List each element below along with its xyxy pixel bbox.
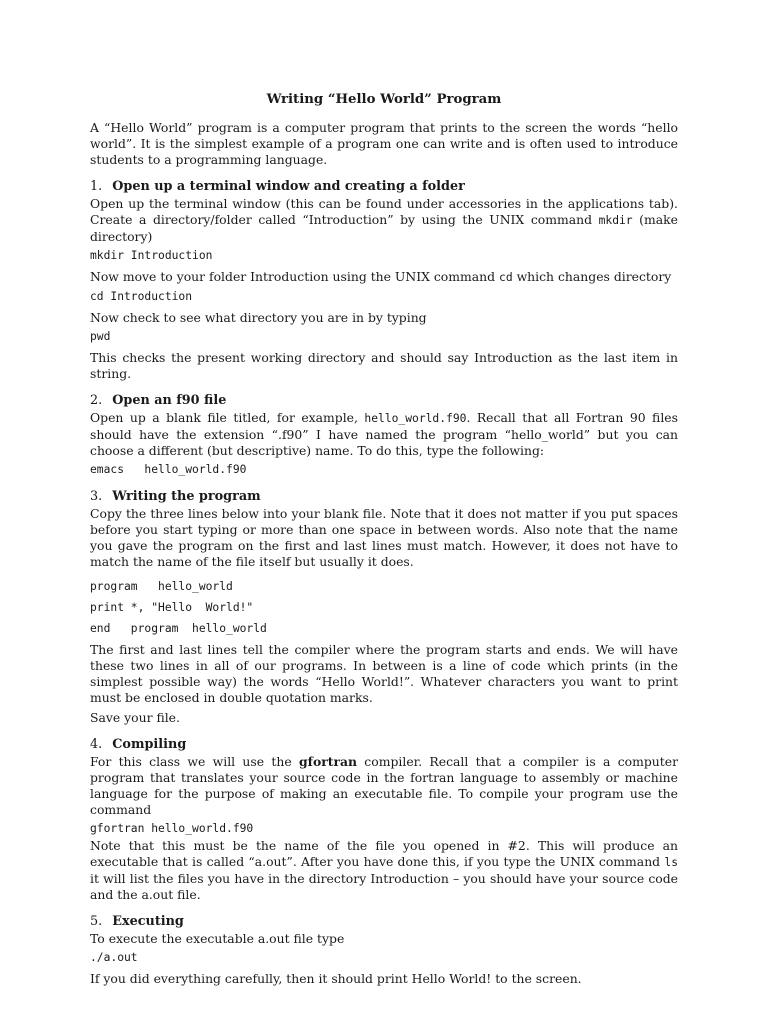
section-number: 3. [90,489,103,504]
section-number: 4. [90,737,103,752]
text-run: Now move to your folder Introduction using the UNIX command [90,269,500,284]
inline-code: mkdir [598,214,633,227]
code-line: ./a.out [90,951,138,964]
text-run: Note that this must be the name of the file you opened in #2. This will produce an executable that is called “a.out”. After you have done this, if you type the UNIX command [90,838,678,869]
code-line: cd Introduction [90,290,193,303]
section-title: Executing [112,914,184,929]
text-run: which changes directory [512,269,672,284]
code-line: pwd [90,330,111,343]
text-run: Open up the terminal window (this can be found under accessories in the applications tab). Create a directory/folder called “Introduction” by using the UNIX command [90,196,678,227]
section-1-paragraph-3: Now check to see what directory you are in by typing [90,310,427,325]
code-line: mkdir Introduction [90,249,213,262]
section-title: Writing the program [112,489,261,504]
code-line: end program hello_world [90,622,267,635]
code-line: gfortran hello_world.f90 [90,822,254,835]
code-line: emacs hello_world.f90 [90,463,247,476]
section-title: Open an f90 file [112,393,227,408]
inline-code: ls [664,856,678,869]
code-line: program hello_world [90,580,233,593]
section-4-paragraph-2 [90,838,678,903]
inline-code: hello_world.f90 [364,412,467,425]
inline-code: cd [499,271,513,284]
section-number: 5. [90,914,103,929]
section-1-paragraph-4: This checks the present working directory and should say Introduction as the last item in string. [90,350,678,381]
section-title: Compiling [112,737,187,752]
section-2-heading [90,392,678,409]
section-3-heading [90,488,678,505]
text-run: . Recall that all Fortran 90 files should have the extension “.f90” I have named the program “hello_world” but you can choose a different (but descriptive) name. To do this, type the following: [90,410,678,458]
bold-text: gfortran [298,754,358,769]
section-1-paragraph-1 [90,196,678,245]
section-3-paragraph-1: Copy the three lines below into your blank file. Note that it does not matter if you put spaces before you start typing or more than one space in between words. Also note that the name you gave the program on the first and last lines must match. However, it does not have to match the name of the file itself but usually it does. [90,506,678,569]
section-5-paragraph-1: To execute the executable a.out file type [90,931,345,946]
section-number: 1. [90,179,103,194]
text-run: (make directory) [90,212,678,244]
section-5-paragraph-2: If you did everything carefully, then it should print Hello World! to the screen. [90,971,582,986]
section-1-heading [90,178,678,195]
text-run: Open up a blank file titled, for example, [90,410,365,425]
section-2-paragraph-1 [90,410,678,459]
page-title: Writing “Hello World” Program [266,92,502,107]
section-4-paragraph-1 [90,754,678,818]
section-title: Open up a terminal window and creating a folder [112,179,465,194]
section-3-paragraph-2: The first and last lines tell the compiler where the program starts and ends. We will have these two lines in all of our programs. In between is a line of code which prints (in the simplest possible way) the words “Hello World!”. Whatever characters you want to print must be enclosed in double quotation marks. [90,642,678,705]
intro-paragraph: A “Hello World” program is a computer program that prints to the screen the words “hello world”. It is the simplest example of a program one can write and is often used to introduce students to a programming language. [90,120,678,167]
section-number: 2. [90,393,103,408]
text-run: compiler. Recall that a compiler is a computer program that translates your source code in the fortran language to assembly or machine language for the purpose of making an executable file. To compile your program use the command [90,754,678,817]
section-5-heading [90,913,678,930]
section-1-paragraph-2 [90,269,678,286]
section-3-paragraph-3: Save your file. [90,710,180,725]
text-run: For this class we will use the [90,754,299,769]
section-4-heading [90,736,678,753]
code-line: print *, "Hello World!" [90,601,254,614]
text-run: it will list the files you have in the directory Introduction – you should have your source code and the a.out file. [90,871,678,902]
